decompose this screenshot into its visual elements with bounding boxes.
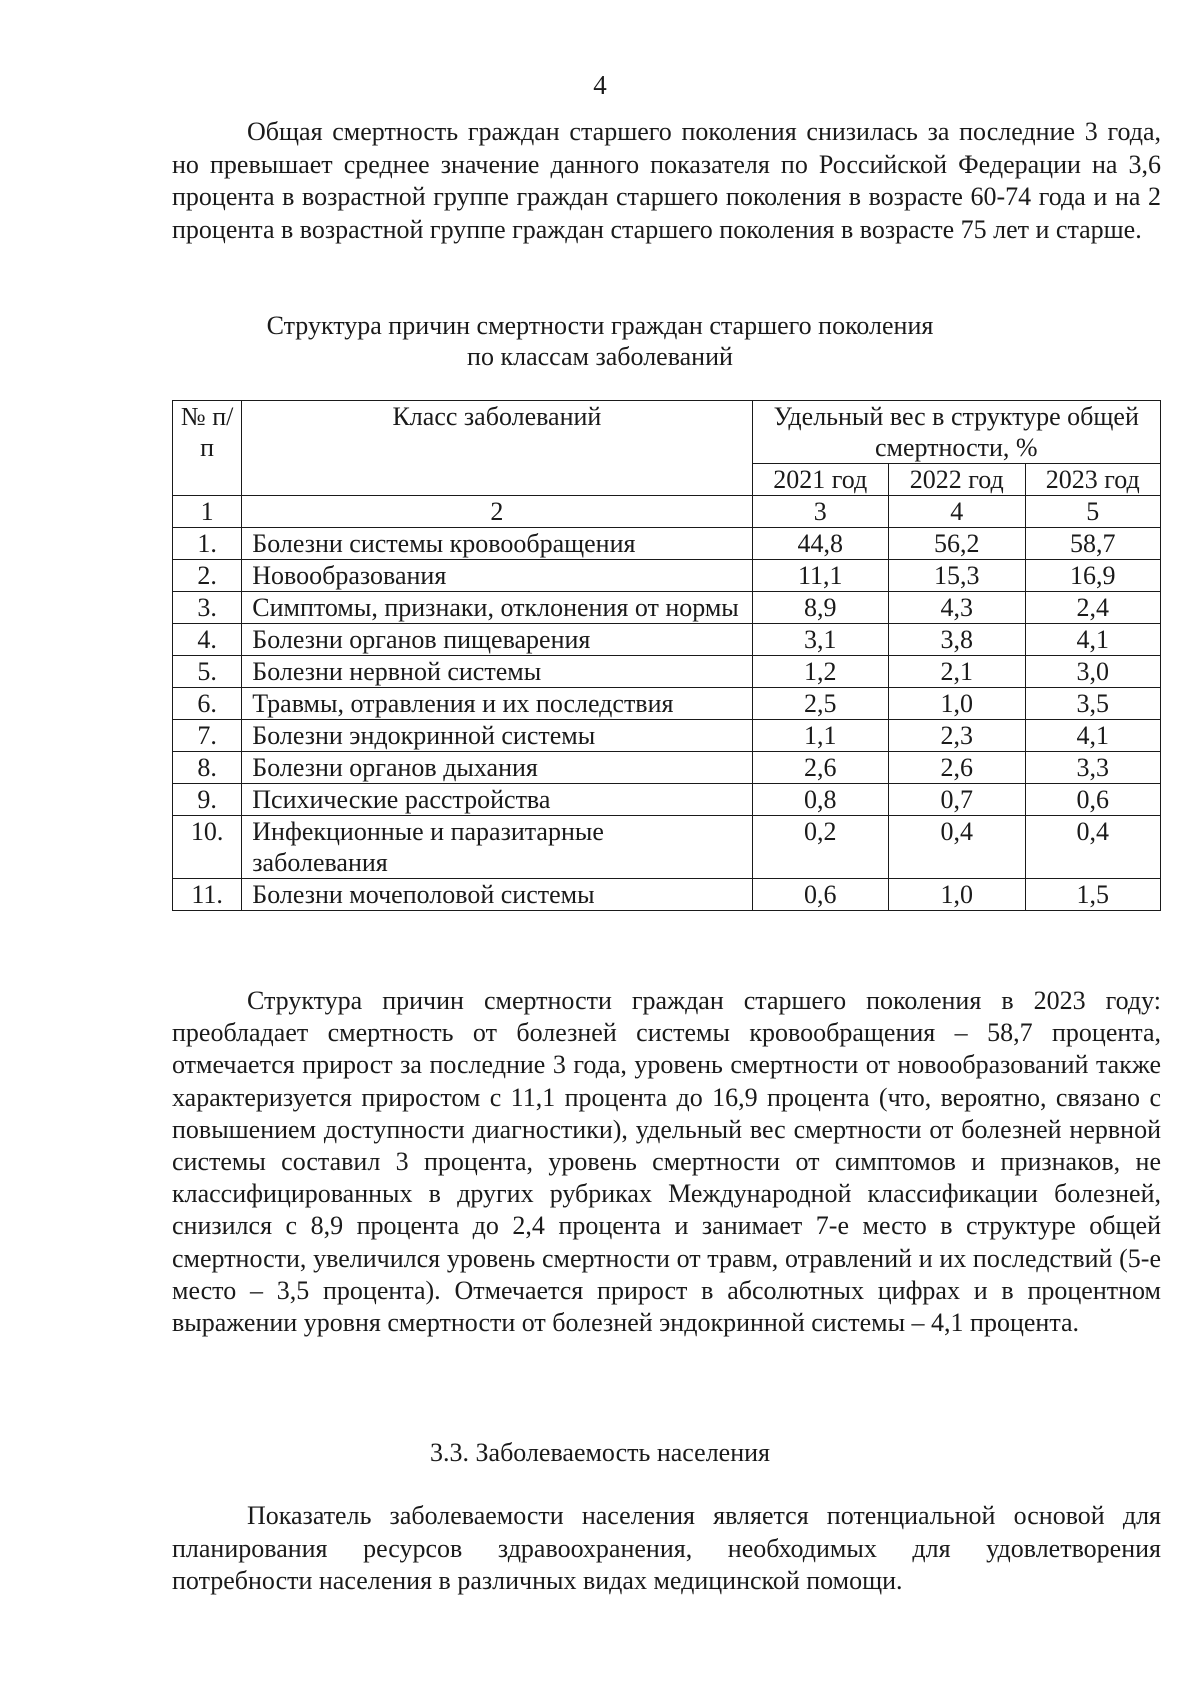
index-cell: 1: [173, 496, 242, 528]
value-2022: 2,3: [889, 720, 1025, 752]
header-class: Класс заболеваний: [242, 401, 752, 496]
value-2023: 0,4: [1025, 816, 1160, 879]
table-index-row: [173, 496, 1161, 528]
disease-class: Симптомы, признаки, отклонения от нормы: [242, 592, 752, 624]
header-year-2023: 2023 год: [1025, 464, 1160, 496]
table-row: [173, 816, 1161, 879]
value-2021: 44,8: [752, 528, 888, 560]
row-number: 9.: [173, 784, 242, 816]
value-2022: 0,7: [889, 784, 1025, 816]
value-2021: 11,1: [752, 560, 888, 592]
disease-class: Травмы, отравления и их последствия: [242, 688, 752, 720]
analysis-paragraph: Структура причин смертности граждан старшего поколения в 2023 году: преобладает смертность от болезней системы кровообращения – 58,7 процента, отмечается прирост за последние 3 года, уровень смертности от новообразований также характеризуется приростом с 11,1 процента до 16,9 процента (что, вероятно, связано с повышением доступности диагностики), удельный вес смертности от болезней нервной системы составил 3 процента, уровень смертности от симптомов и признаков, не классифицированных в других рубриках Международной классификации болезней, снизился с 8,9 процента до 2,4 процента и занимает 7-е место в структуре общей смертности, увеличился уровень смертности от травм, отравлений и их последствий (5-е место – 3,5 процента). Отмечается прирост в абсолютных цифрах и в процентном выражении уровня смертности от болезней эндокринной системы – 4,1 процента.: [172, 986, 1161, 1338]
row-number: 5.: [173, 656, 242, 688]
value-2021: 1,2: [752, 656, 888, 688]
disease-class: Психические расстройства: [242, 784, 752, 816]
value-2021: 0,8: [752, 784, 888, 816]
row-number: 2.: [173, 560, 242, 592]
value-2023: 4,1: [1025, 624, 1160, 656]
disease-class: Болезни мочеполовой системы: [242, 879, 752, 911]
row-number: 3.: [173, 592, 242, 624]
row-number: 4.: [173, 624, 242, 656]
table-row: [173, 720, 1161, 752]
value-2021: 8,9: [752, 592, 888, 624]
index-cell: 3: [752, 496, 888, 528]
value-2023: 1,5: [1025, 879, 1160, 911]
table-row: [173, 624, 1161, 656]
morbidity-paragraph: Показатель заболеваемости населения является потенциальной основой для планирования ресурсов здравоохранения, необходимых для удовлетворения потребности населения в различных видах медицинской помощи.: [172, 1501, 1161, 1595]
value-2021: 1,1: [752, 720, 888, 752]
value-2023: 3,3: [1025, 752, 1160, 784]
table-row: [173, 528, 1161, 560]
table-row: [173, 592, 1161, 624]
disease-class: Болезни эндокринной системы: [242, 720, 752, 752]
value-2022: 3,8: [889, 624, 1025, 656]
page-number: 4: [593, 70, 607, 100]
table-header-row: [173, 401, 1161, 464]
table-row: [173, 688, 1161, 720]
row-number: 11.: [173, 879, 242, 911]
value-2022: 2,1: [889, 656, 1025, 688]
table-row: [173, 784, 1161, 816]
disease-class: Инфекционные и паразитарные заболевания: [242, 816, 752, 879]
value-2021: 2,6: [752, 752, 888, 784]
disease-class: Болезни системы кровообращения: [242, 528, 752, 560]
value-2022: 4,3: [889, 592, 1025, 624]
header-num: № п/п: [173, 401, 242, 496]
table-caption-line-1: Структура причин смертности граждан старшего поколения: [266, 311, 934, 340]
table-row: [173, 560, 1161, 592]
row-number: 10.: [173, 816, 242, 879]
value-2023: 16,9: [1025, 560, 1160, 592]
value-2021: 3,1: [752, 624, 888, 656]
disease-class: Болезни органов дыхания: [242, 752, 752, 784]
value-2023: 4,1: [1025, 720, 1160, 752]
row-number: 7.: [173, 720, 242, 752]
table-row: [173, 752, 1161, 784]
value-2023: 58,7: [1025, 528, 1160, 560]
index-cell: 4: [889, 496, 1025, 528]
index-cell: 5: [1025, 496, 1160, 528]
row-number: 8.: [173, 752, 242, 784]
table-row: [173, 879, 1161, 911]
disease-class: Болезни нервной системы: [242, 656, 752, 688]
value-2023: 3,0: [1025, 656, 1160, 688]
header-year-2022: 2022 год: [889, 464, 1025, 496]
row-number: 1.: [173, 528, 242, 560]
disease-class: Новообразования: [242, 560, 752, 592]
value-2022: 2,6: [889, 752, 1025, 784]
row-number: 6.: [173, 688, 242, 720]
intro-paragraph: Общая смертность граждан старшего поколения снизилась за последние 3 года, но превышает среднее значение данного показателя по Российской Федерации на 3,6 процента в возрастной группе граждан старшего поколения в возрасте 60-74 года и на 2 процента в возрастной группе граждан старшего поколения в возрасте 75 лет и старше.: [172, 117, 1161, 244]
value-2022: 15,3: [889, 560, 1025, 592]
mortality-structure-table: [172, 400, 1161, 911]
table-caption-line-2: по классам заболеваний: [467, 342, 733, 371]
value-2023: 2,4: [1025, 592, 1160, 624]
table-row: [173, 656, 1161, 688]
value-2021: 0,2: [752, 816, 888, 879]
disease-class: Болезни органов пищеварения: [242, 624, 752, 656]
header-share: Удельный вес в структуре общей смертности, %: [752, 401, 1160, 464]
value-2022: 1,0: [889, 688, 1025, 720]
value-2022: 0,4: [889, 816, 1025, 879]
header-year-2021: 2021 год: [752, 464, 888, 496]
value-2022: 1,0: [889, 879, 1025, 911]
value-2023: 3,5: [1025, 688, 1160, 720]
value-2021: 2,5: [752, 688, 888, 720]
value-2023: 0,6: [1025, 784, 1160, 816]
value-2022: 56,2: [889, 528, 1025, 560]
value-2021: 0,6: [752, 879, 888, 911]
section-heading: 3.3. Заболеваемость населения: [430, 1438, 770, 1467]
index-cell: 2: [242, 496, 752, 528]
